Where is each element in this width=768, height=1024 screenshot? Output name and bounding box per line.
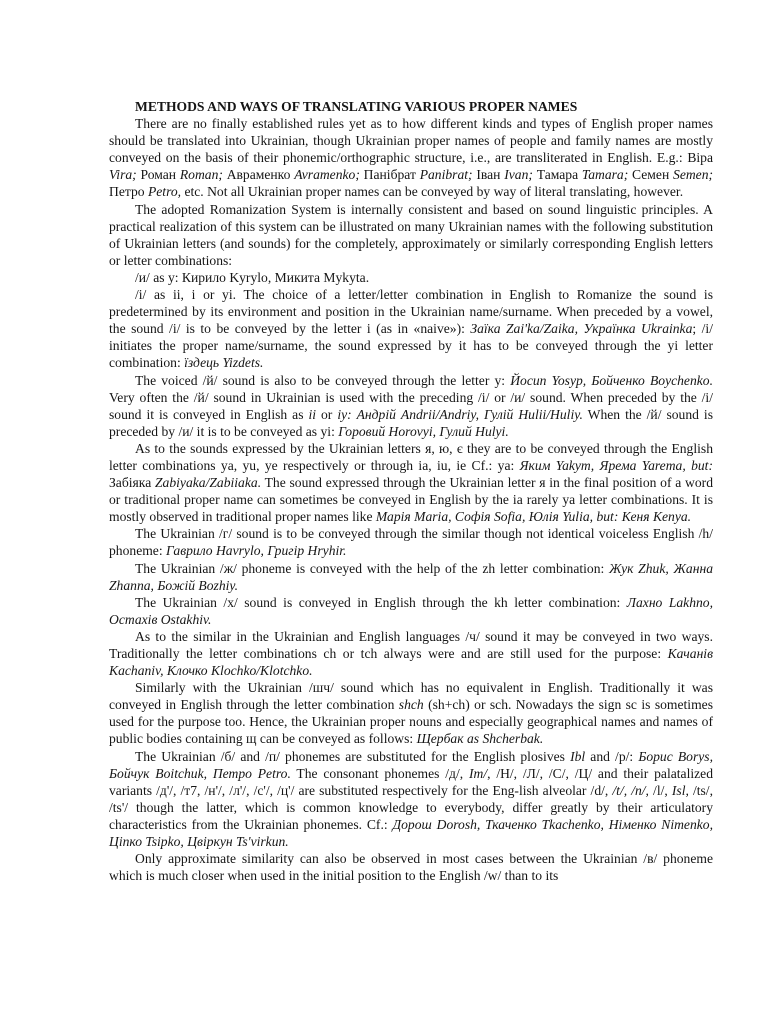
italic-run: їздець Yizdets.	[184, 355, 264, 371]
text-run: Тамара	[532, 167, 582, 183]
paragraph	[109, 594, 713, 628]
italic-run: ii	[308, 406, 317, 422]
text-run: As to the sounds expressed by the Ukrainian letters я, ю, є they are to be conveyed through the English letter combinations ya, yu, ye respectively or through ia, iu, ie Cf.: ya:	[109, 440, 713, 473]
text-run: As to the similar in the Ukrainian and English languages /ч/ sound it may be conveyed in two ways. Traditionally the letter combinations ch or tch always were and are still used for the purpose:	[109, 628, 713, 661]
paragraph	[109, 440, 713, 525]
text-run: The sound expressed through the Ukrainian letter я in the final position of a word or traditional proper name can sometimes be conveyed in English by the ia rarely ya letter combinations. It is mostly observed in traditional proper names like	[109, 475, 713, 525]
paragraph	[109, 201, 713, 269]
text-run: Only approximate similarity can also be observed in most cases between the Ukrainian /в/ phoneme which is much closer when used in the initial position to the English /w/ than to its	[109, 851, 713, 884]
text-run: and /p/:	[585, 748, 639, 764]
text-run: There are no finally established rules yet as to how different kinds and types of English proper names should be translated into Ukrainian, though Ukrainian proper names of people and family names are mostly conveyed on the basis of their phonemic/orthographic structure, i.e., are transliterated in English. E.g.: Віра	[109, 116, 713, 166]
italic-run: Vira;	[109, 167, 137, 183]
text-run: etc. Not all Ukrainian proper names can be conveyed by way of literal translating, however.	[181, 184, 684, 200]
italic-run: Горовий Horovyi, Гулий Hulyi.	[338, 423, 509, 439]
text-run: or	[316, 406, 338, 422]
text-run: Семен	[628, 167, 674, 183]
text-run: Similarly with the Ukrainian /шч/ sound which has no equivalent in English. Traditionally it was conveyed in English through the letter combination	[109, 680, 713, 713]
paragraph	[109, 748, 713, 851]
text-run: /ts/, /ts'/ though the latter, which is common knowledge to everybody, differ greatly by their articulatory characteristics from the Ukrainian phonemes. Cf.:	[109, 782, 713, 832]
text-run: The Ukrainian /ж/ phoneme is conveyed with the help of the zh letter combination:	[135, 560, 610, 576]
paragraph	[109, 628, 713, 679]
italic-run: Im/	[468, 765, 488, 781]
italic-run: Яким Yakym, Ярема Yarema, but:	[519, 457, 713, 473]
italic-run: Йосип Yosyp, Бойченко Boychenko.	[510, 372, 713, 388]
italic-run: /t/, /n/,	[612, 782, 649, 798]
italic-run: Semen;	[673, 167, 714, 183]
italic-run: Tamara;	[581, 167, 629, 183]
italic-run: Avramenko;	[294, 167, 360, 183]
text-run: /l/,	[648, 782, 672, 798]
italic-run: Ibl	[570, 748, 586, 764]
italic-run: Щербак as Shcherbak.	[416, 731, 544, 747]
paragraph	[109, 525, 713, 559]
italic-run: Заїка Zai'ka/Zaika, Українка Ukrainka	[470, 321, 693, 337]
paragraph	[109, 679, 713, 747]
text-run: /і/ as ii, i or yi. The choice of a letter/letter combination in English to Romanize the sound is predetermined by its environment and position in the Ukrainian name/surname. When preceded by a vowel, the sound /і/ is to be conveyed by the letter i (as in «naive»):	[109, 287, 713, 337]
paragraph	[109, 286, 713, 371]
italic-run: Гаврило Havrylo, Григір Hryhir.	[166, 543, 347, 559]
text-run: Роман	[136, 167, 180, 183]
text-run: (sh+ch) or sch. Nowadays the sign sc is sometimes used for the purpose too. Hence, the Ukrainian proper nouns and especially geographical names and names of public bodies containing щ can be conveyed as follows:	[109, 697, 713, 747]
text-run: Авраменко	[222, 167, 295, 183]
text-run: Забіяка	[109, 475, 155, 491]
text-run: /и/ as y: Кирило Kyrylo, Микита Mykyta.	[135, 269, 370, 285]
paragraph	[109, 269, 713, 286]
text-run: The voiced /й/ sound is also to be conveyed through the letter y:	[135, 372, 511, 388]
italic-run: Petro,	[147, 184, 182, 200]
italic-run: Качанів Kachaniv, Клочко Klochko/Klotchko.	[109, 646, 713, 679]
text-run: ; /і/ initiates the proper name/surname, the sound expressed by it has to be conveyed through the yi letter combination:	[109, 321, 713, 371]
text-run: The Ukrainian /г/ sound is to be conveyed through the similar though not identical voiceless English /h/ phoneme:	[109, 526, 713, 559]
text-run: When the /й/ sound is preceded by /и/ it is to be conveyed as yi:	[109, 406, 713, 439]
paragraph	[109, 850, 713, 884]
text-run: Іван	[472, 167, 505, 183]
italic-run: Борис Borys, Бойчук Boitchuk, Петро Petro.	[109, 748, 713, 781]
italic-run: Марія Maria, Софія Sofia, Юлія Yulia, but: Кеня Kenya.	[375, 509, 692, 525]
text-run: The adopted Romanization System is internally consistent and based on sound linguistic principles. A practical realization of this system can be illustrated on many Ukrainian names with the following substitution of Ukrainian letters (and sounds) for the completely, approximately or similarly corresponding English letters or letter combinations:	[109, 201, 713, 268]
document-body	[109, 115, 713, 884]
document-page	[109, 98, 713, 884]
italic-run: Roman;	[179, 167, 223, 183]
paragraph	[109, 115, 713, 200]
paragraph	[109, 372, 713, 440]
text-run: Панібрат	[359, 167, 420, 183]
italic-run: Дорош Dorosh, Ткаченко Tkachenko, Німенко Nimenko, Ціпко Tsipko, Цвіркун Ts'virkun.	[109, 816, 713, 850]
text-run: The consonant phonemes /д/,	[290, 765, 469, 781]
paragraph	[109, 560, 713, 594]
text-run: The Ukrainian /б/ and /п/ phonemes are substituted for the English plosives	[135, 748, 571, 764]
italic-run: Жук Zhuk, Жанна Zhanna, Божій Bozhiy.	[109, 560, 714, 593]
italic-run: shch	[398, 697, 424, 713]
italic-run: iy: Андрій Andrii/Andriy, Гулій Hulii/Huliy.	[337, 406, 583, 422]
italic-run: Лахно Lakhno, Остахів Ostakhiv.	[109, 594, 714, 627]
text-run: The Ukrainian /х/ sound is conveyed in English through the kh letter combination:	[135, 594, 627, 610]
italic-run: Ivan;	[504, 167, 533, 183]
text-run: , /Н/, /Л/, /С/, /Ц/ and their palatalized variants /д'/, /т7, /н'/, /л'/, /с'/, /ц'/ are substituted respectively for the Eng-lish alveolar /d/,	[109, 765, 713, 798]
text-run: Петро	[109, 184, 148, 200]
italic-run: Panibrat;	[419, 167, 473, 183]
text-run: Very often the /й/ sound in Ukrainian is used with the preceding /і/ or /и/ sound. When preceded by the /і/ sound it is conveyed in English as	[109, 389, 713, 422]
italic-run: Zabiyaka/Zabiiaka.	[154, 475, 262, 491]
italic-run: Isl,	[671, 782, 689, 798]
document-title: METHODS AND WAYS OF TRANSLATING VARIOUS PROPER NAMES	[135, 99, 578, 114]
